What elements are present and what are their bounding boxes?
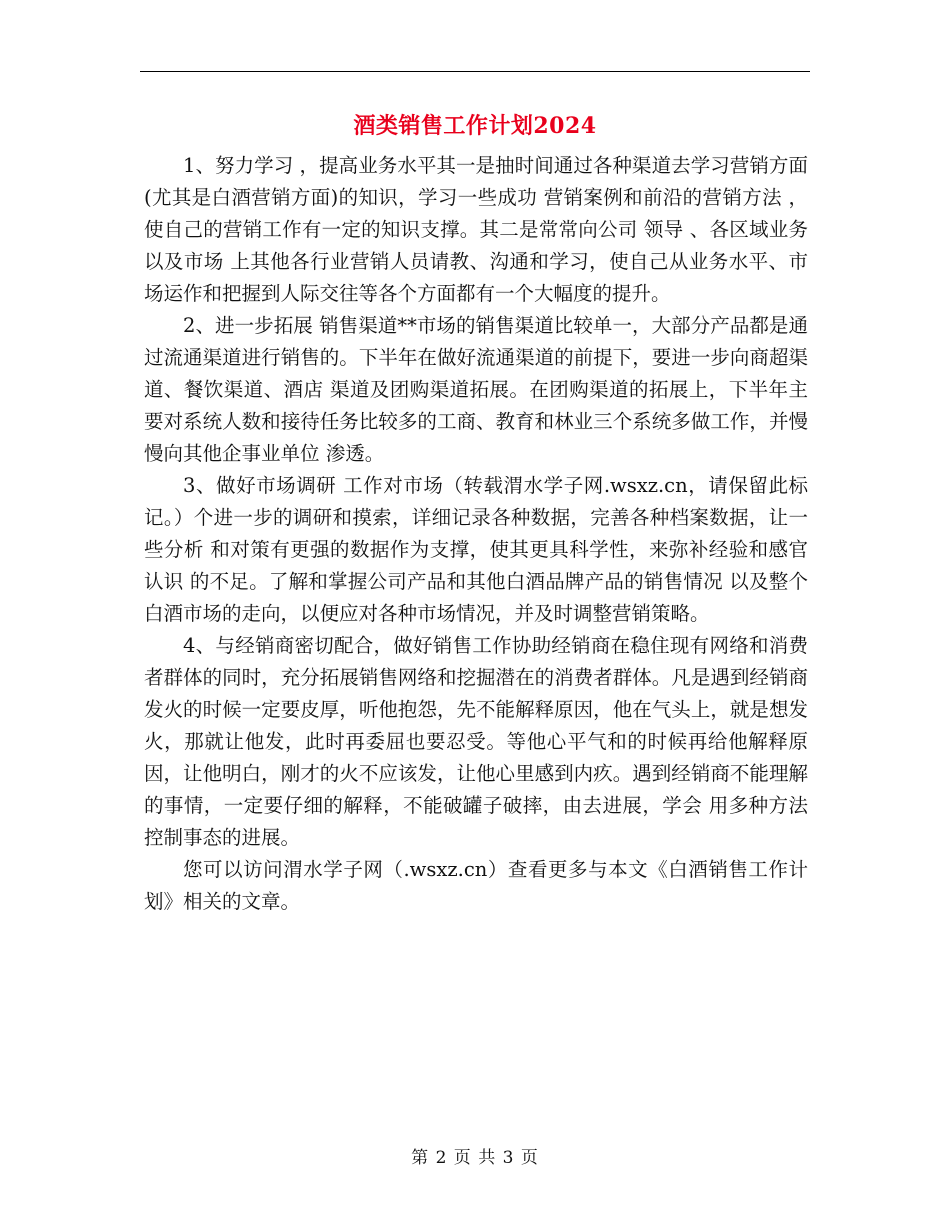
paragraph-1: 1、努力学习 ，提高业务水平其一是抽时间通过各种渠道去学习营销方面(尤其是白酒营销方面)的知识，学习一些成功 营销案例和前沿的营销方法 ，使自己的营销工作有一定的知识支撑。其二是常常向公司 领导 、各区域业务以及市场 上其他各行业营销人员请教、沟通和学习，使自己从业务水平、市场运作和把握到人际交往等各个方面都有一个大幅度的提升。	[144, 154, 808, 305]
document-body	[144, 150, 808, 918]
document-title: 酒类销售工作计划2024	[353, 113, 597, 139]
paragraph-3: 3、做好市场调研 工作对市场（转载渭水学子网.wsxz.cn，请保留此标记。）个进一步的调研和摸索，详细记录各种数据，完善各种档案数据，让一些分析 和对策有更强的数据作为支撑，使其更具科学性，来弥补经验和感官认识 的不足。了解和掌握公司产品和其他白酒品牌产品的销售情况 以及整个白酒市场的走向，以便应对各种市场情况，并及时调整营销策略。	[144, 474, 808, 625]
paragraph-4: 4、与经销商密切配合，做好销售工作协助经销商在稳住现有网络和消费者群体的同时，充分拓展销售网络和挖掘潜在的消费者群体。凡是遇到经销商发火的时候一定要皮厚，听他抱怨，先不能解释原因，他在气头上，就是想发火，那就让他发，此时再委屈也要忍受。等他心平气和的时候再给他解释原因，让他明白，刚才的火不应该发，让他心里感到内疚。遇到经销商不能理解的事情，一定要仔细的解释，不能破罐子破摔，由去进展，学会 用多种方法控制事态的进展。	[144, 634, 808, 849]
paragraph-5: 您可以访问渭水学子网（.wsxz.cn）查看更多与本文《白酒销售工作计划》相关的文章。	[144, 858, 808, 913]
page-number-footer: 第 2 页 共 3 页	[411, 1148, 539, 1168]
header-rule	[140, 71, 810, 72]
paragraph-2: 2、进一步拓展 销售渠道**市场的销售渠道比较单一，大部分产品都是通过流通渠道进行销售的。下半年在做好流通渠道的前提下，要进一步向商超渠道、餐饮渠道、酒店 渠道及团购渠道拓展。在团购渠道的拓展上，下半年主要对系统人数和接待任务比较多的工商、教育和林业三个系统多做工作，并慢慢向其他企事业单位 渗透。	[144, 314, 808, 465]
